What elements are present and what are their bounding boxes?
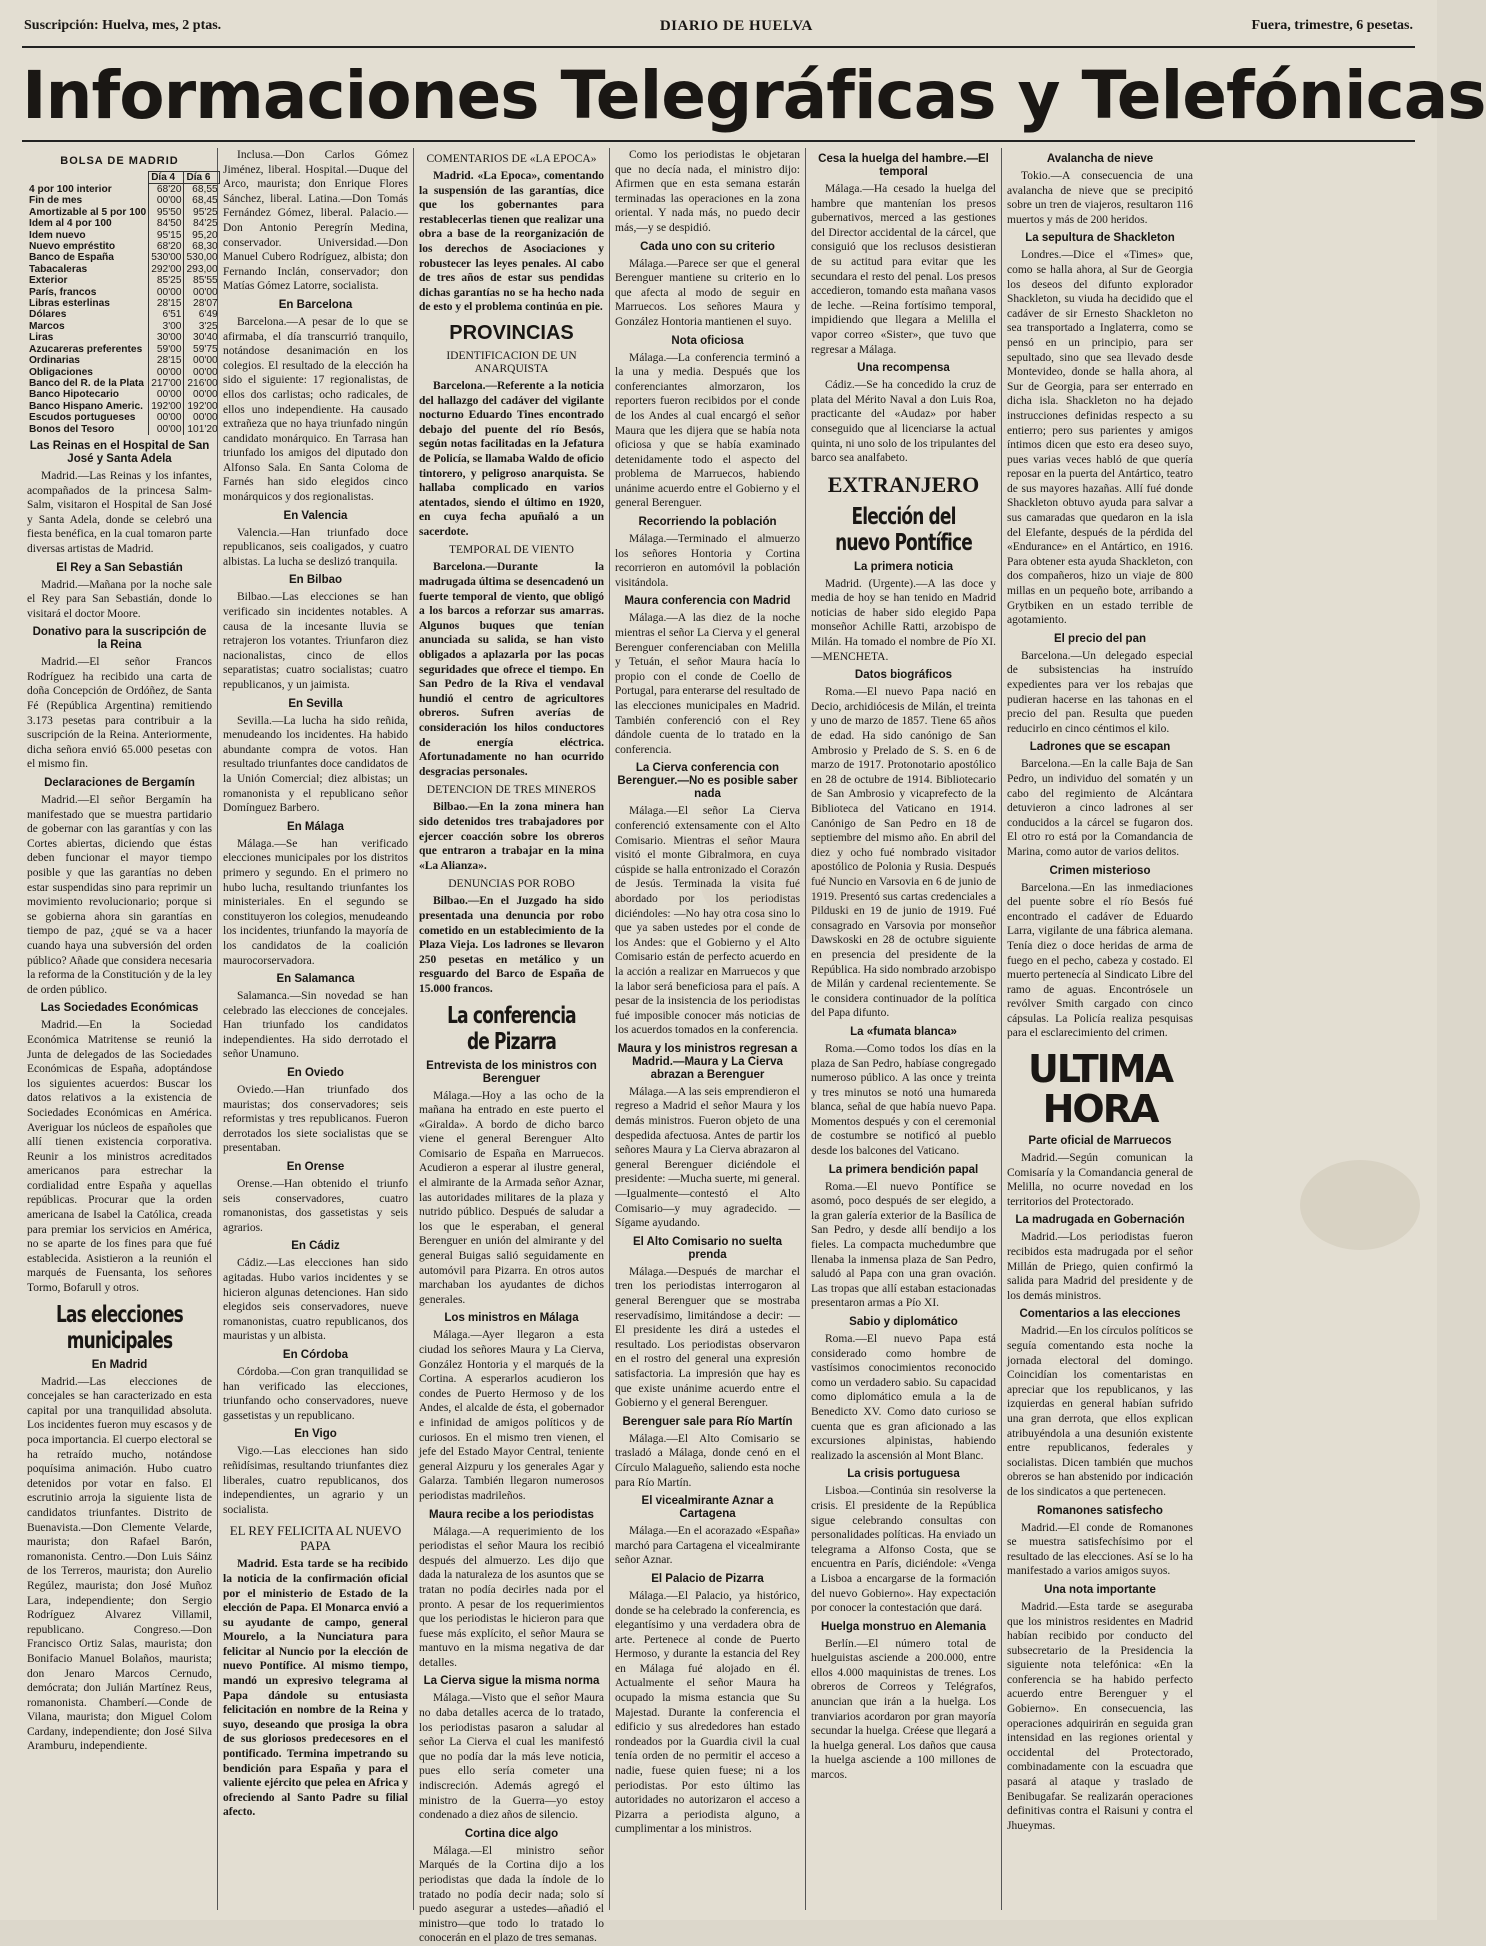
bolsa-value: 00'00 <box>184 412 220 423</box>
headline-donativo: Donativo para la suscripción de la Reina <box>32 626 207 652</box>
article-bilbao: Bilbao.—Las elecciones se han verificado sin incidentes notables. A causa de la incesante lluvia se retrajeron los votantes. Triunfaron diez nacionalistas, cinco de ellos separatistas; cuatro socialistas; cuatro republicanos, y un jaimista. <box>223 591 408 691</box>
article-cortina: Málaga.—El ministro señor Marqués de la Cortina dijo a los periodistas que dada la índole de lo tratado no podía decir nada; solo sí puedo asegurar a ustedes—añadió el ministro—que todo lo tratado lo conocerán en el plazo de tres semanas. <box>419 1844 604 1945</box>
bolsa-value: 59'00 <box>149 344 184 355</box>
article-robo: Bilbao.—En el Juzgado ha sido presentada una denuncia por robo cometido en un establecimiento de la Plaza Vieja. Los ladrones se llevaron 250 pesetas en metálico y un resguardo del Barco de España de 15.000 francos. <box>419 895 604 995</box>
article-bergamin: Madrid.—El señor Bergamín ha manifestado que se muestra partidario de gobernar con las garantías y con las Cortes abiertas, diciendo que éstas deben funcionar el mayor tiempo posible y que las garantías no deben estar suspendidas sino para reprimir un movimiento revolucionario; porque si se gobierna ahora sin garantías en tiempo de paz, ¿qué se va a hacer cuando haya una subversión del orden público? Añade que considera necesaria la reforma de la Constitución y de la ley de orden público. <box>27 794 212 996</box>
article-palacio: Málaga.—El Palacio, ya histórico, donde se ha celebrado la conferencia, es elegantísimo y una verdadera obra de arte. Pertenece al conde de Puerto Hermoso, y durante la estancia del Rey en Málaga fué alojado en él. Actualmente el señor Maura ha ocupado la misma estancia que Su Majestad. Durante la conferencia el edificio y sus alrededores han estado rondeados por la Guardia civil la cual tenía orden de no permitir el acceso a nadie, fuese quien fuese; ni a los periodistas. Por esto último las autoridades no autorizaron el acceso a Pizarra a periodista alguno, a cumplimentar a los ministros. <box>615 1589 800 1836</box>
article-crimen: Barcelona.—En las inmediaciones del puente sobre el río Besós fué encontrado el cadáver de Eduardo Larra, vigilante de una fábrica alemana. Tenía diez o doce heridas de arma de fuego en el pecho, cabeza y costado. El muerto pertenecía al Sindicato Libre del ramo de aguas. Encontrósele un revólver Smith cargado con cinco cápsulas. La Policía realiza pesquisas para el esclarecimiento del crimen. <box>1007 881 1193 1040</box>
bolsa-item: Libras esterlinas <box>29 298 110 310</box>
newspaper-name: DIARIO DE HUELVA <box>659 18 813 34</box>
bolsa-row <box>27 184 220 196</box>
headline-sevilla: En Sevilla <box>288 697 343 710</box>
article-sevilla: Sevilla.—La lucha ha sido reñida, menudeando los incidentes. Ha habido abundante compra de votos. Han resultado triunfantes doce candidatos de la Unión Comercial; diez albistas; un romanonista y el republicano señor Domínguez Barbero. <box>223 714 408 815</box>
headline-oficiosa: Nota oficiosa <box>671 334 744 347</box>
article-columns <box>22 148 1415 1945</box>
bolsa-item: Bonos del Tesoro <box>29 423 115 435</box>
bolsa-row <box>27 355 220 366</box>
masthead-bar <box>24 18 1413 48</box>
headline-valencia: En Valencia <box>283 509 348 522</box>
bolsa-title: BOLSA DE MADRID <box>60 155 179 167</box>
bolsa-value: 68'20 <box>149 184 184 196</box>
subscription-price: Suscripción: Huelva, mes, 2 ptas. <box>24 18 222 33</box>
column-6 <box>1002 148 1198 1910</box>
article-barcelona: Barcelona.—A pesar de lo que se afirmaba, el día transcurrió tranquilo, notándose desanimación en los colegios. El resultado de la elección ha sido el siguiente: 17 regionalistas, de ellos dos carlistas; ocho radicales, de ellos uno independiente. Ha causado extrañeza que no haya triunfado ningún candidato monárquico. En Tarrasa han triunfado los amigos del diputado don Alfonso Sala. En Santa Coloma de Farnés han sido elegidos cinco monárquicos y dos regionalistas. <box>223 315 408 504</box>
headline-bendicion: La primera bendición papal <box>828 1163 979 1176</box>
column-4 <box>610 148 806 1910</box>
article-recompensa: Cádiz.—Se ha concedido la cruz de plata del Mérito Naval a don Luis Roa, practicante del «Audaz» por haber conseguido que al licenciarse la actual quinta, ni uno solo de los tripulantes del barco sea analfabeto. <box>811 379 996 465</box>
bolsa-item: Tabacaleras <box>29 263 88 275</box>
bolsa-item: Exterior <box>29 275 68 287</box>
bolsa-row <box>27 367 220 378</box>
headline-malaga: En Málaga <box>287 820 344 833</box>
bolsa-value: 95'15 <box>149 230 184 241</box>
article-comentarios: Madrid.—En los círculos políticos se seguía comentando esta noche la jornada electoral del domingo. Coincidían los comentaristas en apreciar que los republicanos, y las izquierdas en general habían sufrido una gran derrota, que ellos explican atribuyéndola a una desunión existente entre republicanos, federales y socialistas. Dicen también que muchos obreros se han abstenido por indicación de los sindicatos a que pertenecen. <box>1007 1325 1193 1498</box>
bolsa-item: Escudos portugueses <box>29 412 136 424</box>
article-malaga: Málaga.—Se han verificado elecciones municipales por los distritos primero y segundo. En el primero no hubo lucha, resultando triunfantes los ministeriales. En el segundo se constituyeron los colegios, menudeando los incidentes, triunfando la mayoría de los candidatos de la coalición maurocorservadora. <box>223 837 408 967</box>
headline-pan: El precio del pan <box>1053 632 1147 645</box>
article-regresan: Málaga.—A las seis emprendieron el regreso a Madrid el señor Maura y los demás ministros. Fueron objeto de una despedida afectuosa. Antes de partir los señores Maura y La Cierva abrazaron al general Berenguer diciéndole el presidente: —Mucha suerte, mi general. —Igualmente—contestó el Alto Comisario—y muy agradecido. —Sígame ayudando. <box>615 1085 800 1230</box>
article-alemania: Berlín.—El número total de huelguistas asciende a 200.000, entre ellos 4.000 maquinistas de trenes. Los obreros de Correos y Telégrafos, anuncian que irán a la huelga. Los tranviarios acordaron por gran mayoría secundar la huelga. Créese que llegará a la huelga general. Los daños que causa la huelga asciende a 100 millones de marcos. <box>811 1637 996 1782</box>
article-sociedades: Madrid.—En la Sociedad Económica Matritense se reunió la Junta de delegados de las Sociedades Económicas de España, adoptándose los siguientes acuerdos: Buscar los datos relativos a la existencia de Sociedades Económicas en América. Averiguar los núcleos de españoles que allí tienen existencia corporativa. Reunir a los ministros acreditados americanos para estrechar la cordialidad entre España y aquellas repúblicas. Procurar que la orden americana de Isabel la Católica, creada para premiar los servicios en América, no se aparte de los fines para que fué establecida. Asistieron a la reunión el marqués de Fuensanta, los señores Tormo, Bofarull y otros. <box>27 1019 212 1295</box>
article-pan: Barcelona.—Un delegado especial de subsistencias ha instruído expedientes para ver los rebajas que pudieran hacerse en las tahonas en el precio del pan. Resulta que pueden reducirlo en cinco céntimos el kilo. <box>1007 649 1193 735</box>
headline-regresan: Maura y los ministros regresan a Madrid.—Maura y La Cierva abrazan a Berenguer <box>617 1042 798 1081</box>
bolsa-row <box>27 321 220 332</box>
bolsa-row <box>27 230 220 241</box>
bolsa-item: Nuevo empréstito <box>29 241 116 253</box>
bolsa-row <box>27 298 220 309</box>
column-5 <box>806 148 1002 1910</box>
headline-mineros: DETENCION DE TRES MINEROS <box>426 784 597 797</box>
bolsa-value: 00'00 <box>149 424 184 435</box>
bolsa-row <box>27 195 220 206</box>
headline-provincias: PROVINCIAS <box>449 321 574 344</box>
bolsa-row <box>27 401 220 412</box>
article-salamanca: Salamanca.—Sin novedad se han celebrado las elecciones de concejales. Han triunfado los candidatos independientes. Ha sido derrotado el señor Unamuno. <box>223 990 408 1061</box>
bolsa-item: Idem al 4 por 100 <box>29 218 112 230</box>
headline-anarquista: IDENTIFICACION DE UN ANARQUISTA <box>446 349 577 375</box>
article-periodistas: Málaga.—A requerimiento de los periodistas el señor Maura los recibió después del almuerzo. Les dijo que dada la naturaleza de los asuntos que se tratan no podía decirles nada por el pronto. A pesar de los requerimientos que los periodistas le hicieron para que fuese más explícito, el señor Maura se mantuvo en la misma negativa de dar detalles. <box>419 1525 604 1669</box>
headline-rey-felicita: EL REY FELICITA AL NUEVO PAPA <box>229 1523 402 1554</box>
headline-extranjero: EXTRANJERO <box>827 471 980 497</box>
headline-rule <box>22 140 1415 142</box>
headline-madrugada: La madrugada en Gobernación <box>1015 1214 1185 1227</box>
article-vigo: Vigo.—Las elecciones han sido reñidísimas, resultando triunfantes diez liberales, cuatro republicanos, dos independientes, un agrario y un socialista. <box>223 1445 408 1516</box>
bolsa-item: Dólares <box>29 309 67 321</box>
headline-romanones: Romanones satisfecho <box>1037 1504 1163 1517</box>
article-oficiosa: Málaga.—La conferencia terminó a la una y media. Después que los conferenciantes almorzaron, los reporters fueron recibidos por el conde de los Andes al cual encargó el señor Maura que les dijera que se había nota oficiosa y que se había examinado detenidamente todo el aspecto del problema de Marruecos, habiendo unánime acuerdo entre el Gobierno y el general Berenguer. <box>615 351 800 510</box>
outside-price: Fuera, trimestre, 6 pesetas. <box>1251 18 1413 33</box>
bolsa-item: Fin de mes <box>29 195 83 207</box>
top-rule <box>22 46 1415 48</box>
bolsa-value: 68,45 <box>184 195 220 206</box>
bolsa-row <box>27 287 220 298</box>
bolsa-value: 00'00 <box>184 287 220 298</box>
column-1 <box>22 148 218 1910</box>
bolsa-item: Banco Hispano Americ. <box>29 400 143 412</box>
bolsa-value: 6'49 <box>184 309 220 320</box>
article-primera-noticia: Madrid. (Urgente).—A las doce y media de hoy se han tenido en Madrid noticias de haber sido elegido Papa monseñor Achille Ratti, arzobispo de Milán. Ha tomado el nombre de Pío XI.—MENCHETA. <box>811 577 996 663</box>
bolsa-value: 6'51 <box>149 309 184 320</box>
headline-pizarra: La conferencia de Pizarra <box>447 1002 576 1055</box>
headline-entrevista: Entrevista de los ministros con Berenguer <box>426 1059 597 1085</box>
headline-madrid: En Madrid <box>91 1358 148 1371</box>
bolsa-item: Amortizable al 5 por 100 <box>29 206 147 218</box>
bolsa-value: 216'00 <box>184 378 220 389</box>
headline-pontifice: Elección del nuevo Pontífice <box>835 503 972 556</box>
bolsa-value: 95'25 <box>184 207 220 218</box>
headline-datos: Datos biográficos <box>854 669 953 682</box>
bolsa-header-row <box>27 171 220 183</box>
bolsa-row <box>27 207 220 218</box>
article-reinas: Madrid.—Las Reinas y los infantes, acompañados de la princesa Salm-Salm, visitaron el Hospital de San José y Santa Adela, donde se celebró una fiesta benéfica, en la cual tomaron parte diversas artistas de Madrid. <box>27 469 212 555</box>
bolsa-value: 00'00 <box>149 367 184 378</box>
headline-temporal: TEMPORAL DE VIENTO <box>448 544 574 557</box>
bolsa-row <box>27 344 220 355</box>
bolsa-value: 28'15 <box>149 355 184 366</box>
headline-ladrones: Ladrones que se escapan <box>1029 741 1171 754</box>
article-valencia: Valencia.—Han triunfado doce republicanos, seis coaligados, y cuatro albistas. La lucha se deslizó tranquila. <box>223 526 408 568</box>
headline-reinas: Las Reinas en el Hospital de San José y Santa Adela <box>29 439 210 465</box>
headline-vigo: En Vigo <box>294 1428 337 1441</box>
article-fumata: Roma.—Como todos los días en la plaza de San Pedro, habíase congregado numeroso público. A las once y treinta y tres minutos se notó una humareda blanca, señal de que había nuevo Papa. Momentos después y con el ceremonial de costumbre se notificó al pueblo desde los balcones del Vaticano. <box>811 1042 996 1158</box>
bolsa-value: 00'00 <box>149 287 184 298</box>
article-nota: Madrid.—Esta tarde se aseguraba que los ministros residentes en Madrid habían recibido por conducto del subsecretario de la Presidencia la siguiente nota telefónica: «En la conferencia se ha habido perfecto acuerdo entre Berenguer y el Gobierno». En consecuencia, las operaciones adquirirán en seguida gran intensidad en las regiones oriental y occidental del Protectorado, combinadamente con la escuadra que pasará al ataque y traslado de Benibugafar. Se realizarán operaciones definitivas contra el Raisuni y contra el Jhueymas. <box>1007 1600 1193 1832</box>
bolsa-value: 3'25 <box>184 321 220 332</box>
headline-sociedades: Las Sociedades Económicas <box>40 1002 199 1015</box>
bolsa-item: París, francos <box>29 286 97 298</box>
bolsa-value: 192'00 <box>149 401 184 412</box>
article-oviedo: Oviedo.—Han triunfado dos mauristas; dos conservadores; seis reformistas y tres republicanos. Fueron derrotados los siete socialistas que se presentaban. <box>223 1084 408 1155</box>
headline-bilbao: En Bilbao <box>288 574 343 587</box>
headline-crimen: Crimen misterioso <box>1049 864 1151 877</box>
bolsa-row <box>27 218 220 229</box>
headline-cadiz: En Cádiz <box>291 1240 340 1253</box>
bolsa-item: Liras <box>29 332 54 344</box>
article-rio-martin: Málaga.—El Alto Comisario se trasladó a Málaga, donde cenó en el Círculo Malagueño, saliendo esta noche para Río Martín. <box>615 1432 800 1489</box>
headline-lacierva: La Cierva sigue la misma norma <box>423 1675 600 1688</box>
article-anarquista: Barcelona.—Referente a la noticia del hallazgo del cadáver del vigilante nocturno Eduardo Tines encontrado debajo del puente del río Besós, según notas facilitadas en la Jefatura de Policía, se llamaba Waldo de oficio tintorero, y peligroso anarquista. Se hallaba complicado en varios atentados, siendo el último en 1920, en cuya fecha apuñaló a un sacerdote. <box>419 379 604 538</box>
headline-cordoba: En Córdoba <box>282 1348 349 1361</box>
headline-comentarios: Comentarios a las elecciones <box>1019 1308 1181 1321</box>
headline-palacio: El Palacio de Pizarra <box>651 1572 764 1585</box>
article-criterio: Málaga.—Parece ser que el general Berenguer mantiene su criterio en lo que afecta al modo de seguir en Marruecos. Los señores Maura y González Hontoria mantienen el suyo. <box>615 257 800 328</box>
headline-ministros: Los ministros en Málaga <box>444 1312 579 1325</box>
headline-epoca: COMENTARIOS DE «LA EPOCA» <box>426 153 597 165</box>
headline-rio-martin: Berenguer sale para Río Martín <box>622 1415 793 1428</box>
bolsa-row <box>27 264 220 275</box>
bolsa-value: 00'00 <box>149 195 184 206</box>
article-lacierva: Málaga.—Visto que el señor Maura no daba detalles acerca de lo tratado, los periodistas pasaron a saludar al señor La Cierva el cual les manifestó que no podía dar la más leve noticia, pues ello sería cometer una indiscreción. Además agregó el ministro de la Guerra—yo estoy condenado a diez años de silencio. <box>419 1692 604 1822</box>
article-entrevista: Málaga.—Hoy a las ocho de la mañana ha entrado en este puerto el «Giralda». A bordo de dicho barco viene el general Berenguer Alto Comisario de España en Marruecos. Acudieron a esperar al ilustre general, el almirante de la Armada señor Aznar, las autoridades militares de la plaza y nutrido público. Después de saludar a los que le esperaban, el general Berenguer en unión del almirante y del general Buigas salió seguidamente en automóvil para Pizarra. En otros autos marchaban los ayudantes de dichos generales. <box>419 1089 604 1306</box>
headline-cortina: Cortina dice algo <box>464 1827 559 1840</box>
bolsa-value: 192'00 <box>184 401 220 412</box>
headline-rey-san-sebastian: El Rey a San Sebastián <box>56 561 183 574</box>
headline-periodistas: Maura recibe a los periodistas <box>429 1508 594 1521</box>
article-mineros: Bilbao.—En la zona minera han sido detenidos tres trabajadores por ejercer coacción sobre los obreros que entraron a trabajar en la mina «La Alianza». <box>419 801 604 872</box>
headline-huelga-hambre: Cesa la huelga del hambre.—El temporal <box>818 153 989 178</box>
headline-conferencia-madrid: Maura conferencia con Madrid <box>624 595 791 608</box>
bolsa-value: 95'50 <box>149 207 184 218</box>
bolsa-col-2: Día 6 <box>184 171 220 183</box>
bolsa-row <box>27 275 220 286</box>
bolsa-value: 00'00 <box>184 367 220 378</box>
article-cortina-cont: Como los periodistas le objetaran que no decía nada, el ministro dijo: Afirmen que en esta semana estarán terminadas las operaciones en la zona oriental. Y nada más, no puedo decir más,—y se despidió. <box>615 149 800 234</box>
headline-primera-noticia: La primera noticia <box>853 560 954 573</box>
bolsa-value: 00'00 <box>149 412 184 423</box>
bolsa-item: Banco del R. de la Plata <box>29 377 144 389</box>
bolsa-value: 59'75 <box>184 344 220 355</box>
article-shackleton: Londres.—Dice el «Times» que, como se halla ahora, al Sur de Georgia los deseos del difunto explorador Shackleton, su viuda ha decidido que el cadáver de sir Ernesto Shackleton no sea transportado a Inglaterra, como se pensó en un principio, para ser sepultado, sino que sea llevado desde Montevideo, donde se halla ahora, al Sur de Georgia, para ser enterrado en dicha isla. Shackleton no ha dejado instrucciones definidas respecto a su entierro; pero sus parientes y amigos íntimos dicen que esto era deseo suyo, pues varias veces habló de que quería reposar en la puerta del Antártico, teatro de sus mayores hazañas. Allí fué donde Shackleton obtuvo ayuda para salvar a sus camaradas que quedaron en la isla del Elefante, después de la pérdida del «Endurance» en el Antártico, en 1916. Para obtener esta ayuda Shackleton, con dos compañeros, hizo un viaje de 800 millas en un pequeño bote, arribando a Grytbiken en un estado terrible de agotamiento. <box>1007 249 1193 627</box>
article-aznar: Málaga.—En el acorazado «España» marchó para Cartagena el vicealmirante señor Aznar. <box>615 1525 800 1567</box>
article-cordoba: Córdoba.—Con gran tranquilidad se han verificado las elecciones, triunfando ocho conservadores, nueve gassetistas y un republicano. <box>223 1365 408 1422</box>
bolsa-value: 530'00 <box>149 252 184 263</box>
article-rey-felicita: Madrid. Esta tarde se ha recibido la noticia de la confirmación oficial por el ministerio de Estado de la elección de Papa. El Monarca envió a su ayudante de campo, general Mourelo, a la Nunciatura para felicitar al Nuncio por la elección de nuevo Pontífice. Al mismo tiempo, mandó un expresivo telegrama al Papa dándole su entusiasta felicitación en nombre de la Reina y suyo, deseando que prosiga la obra de sus gloriosos predecesores en el pontificado. Termina impetrando su bendición para España y para el valiente ejército que pelea en Africa y ofreciendo al Santo Padre su filial afecto. <box>223 1558 408 1819</box>
article-avalancha: Tokio.—A consecuencia de una avalancha de nieve que se precipitó sobre un tren de viajeros, resultaron 116 muertos y más de 200 heridos. <box>1007 170 1193 226</box>
article-datos: Roma.—El nuevo Papa nació en Decio, archidiócesis de Milán, el treinta y uno de marzo de 1857. Tiene 65 años de edad. Ha sido canónigo de San Ambrosio y Prelado de S. S. en 6 de marzo de 1917. Protonotario apostólico en 28 de octubre de 1914. Bibliotecario de San Ambrosio y vicaprefecto de la Biblioteca del Vaticano en 1914. Canónigo de San Pedro en 18 de septiembre del mismo año. En abril del diez y ocho fué nombrado visitador apostólico de Polonia y Rusia. Después fué Nuncio en Varsovia en 6 de junio de 1919. Presentó sus cartas credenciales a Pilduski en 19 de junio de 1919. Fué consagrado en Varsovia por monseñor Dawskoski en 28 de octubre siguiente en presencia del presidente de la República. Ha sido nombrado arzobispo de Milán y cardenal recientemente. Se le considera continuador de la política del Papa difunto. <box>811 686 996 1020</box>
bolsa-value: 68'20 <box>149 241 184 252</box>
article-rey-san-sebastian: Madrid.—Mañana por la noche sale el Rey para San Sebastián, donde lo visitará el doctor Moore. <box>27 578 212 620</box>
article-cierva-berenguer: Málaga.—El señor La Cierva conferenció extensamente con el Alto Comisario. Mientras el señor Maura visitó el monte Gibralmora, en cuya cúspide se halla entronizado el Corazón de Jesús. Terminada la visita fué abordado por los periodistas diciéndoles: —No hay otra cosa sino lo que ya saben ustedes por el conde de los Andes: que el Gobierno y el Alto Comisario están de perfecto acuerdo en la acción a realizar en Marruecos y que la labor será beneficiosa para el país. A pesar de la insistencia de los periodistas fué imposible conocer más noticias de los acuerdos tomados en la conferencia. <box>615 805 800 1037</box>
bolsa-value: 530,00 <box>184 252 220 263</box>
headline-orense: En Orense <box>286 1161 345 1174</box>
headline-recompensa: Una recompensa <box>857 362 950 375</box>
bolsa-row <box>27 252 220 263</box>
headline-elecciones: Las elecciones municipales <box>56 1301 183 1354</box>
bolsa-item: Azucareras preferentes <box>29 343 143 355</box>
headline-barcelona: En Barcelona <box>278 298 353 311</box>
bolsa-value: 00'00 <box>184 355 220 366</box>
headline-parte-oficial: Parte oficial de Marruecos <box>1028 1135 1172 1148</box>
bolsa-table <box>27 171 220 435</box>
article-cadiz: Cádiz.—Las elecciones han sido agitadas. Hubo varios incidentes y se hicieron algunas detenciones. Han sido elegidos seis conservadores, nueve romanonistas, cuatro republicanos, dos mauristas y un albista. <box>223 1257 408 1343</box>
bolsa-value: 00'00 <box>184 389 220 400</box>
bolsa-value: 217'00 <box>149 378 184 389</box>
bolsa-value: 84'50 <box>149 218 184 229</box>
bolsa-row <box>27 424 220 435</box>
bolsa-item: Marcos <box>29 320 65 332</box>
article-orense: Orense.—Han obtenido el triunfo seis conservadores, cuatro romanonistas, dos gassetistas y seis agrarios. <box>223 1178 408 1234</box>
bolsa-value: 28'07 <box>184 298 220 309</box>
article-sabio: Roma.—El nuevo Papa está considerado como hombre de vastísimos conocimientos reconocido como un verdadero sabio. Su capacidad como diplomático emula a la de Benedicto XV. Como dato curioso se cuenta que es gran aficionado a las excursiones alpinistas, habiendo realizado la ascensión al Mont Blanc. <box>811 1333 996 1462</box>
bolsa-value: 3'00 <box>149 321 184 332</box>
bolsa-value: 95,20 <box>184 230 220 241</box>
article-recorriendo: Málaga.—Terminado el almuerzo los señores Hontoria y Cortina recorrieron en automóvil la población visitándola. <box>615 533 800 589</box>
page-headline: Informaciones Telegráficas y Telefónicas <box>22 57 1486 134</box>
headline-alemania: Huelga monstruo en Alemania <box>820 1620 987 1633</box>
column-2 <box>218 148 414 1910</box>
article-madrid: Madrid.—Las elecciones de concejales se han caracterizado en esta capital por una tranquilidad absoluta. Los incidentes fueron muy escasos y de poca importancia. El cuerpo electoral se ha retraído mucho, notándose poquísima animación. Hubo cuatro detenidos por votar en falso. El escrutinio arroja la siguiente lista de candidatos triunfantes. Distrito de Buenavista.—Don Clemente Velarde, maurista; don Rafael Barón, romanonista. Centro.—Don Luis Sáinz de los Terreros, maurista; don Aurelio Regúlez, maurista; don José Muñoz Lara, independiente; don Sergio Rodríguez Alvarez Villamil, republicano. Congreso.—Don Francisco Ortiz Salas, maurista; don Bonifacio Manuel Bolaños, maurista; don Jenaro Marcos Cernudo, demócrata; don Julián Martínez Reus, romanonista. Chamberí.—Conde de Vilana, maurista; don Miguel Colom Cardany, independiente; don José Silva Aramburu, independiente. <box>27 1375 212 1753</box>
bolsa-item: 4 por 100 interior <box>29 183 112 195</box>
bolsa-item: Banco Hipotecario <box>29 389 120 401</box>
headline-cierva-berenguer: La Cierva conferencia con Berenguer.—No es posible saber nada <box>617 762 798 801</box>
bolsa-row <box>27 412 220 423</box>
article-temporal: Barcelona.—Durante la madrugada última se desencadenó un fuerte temporal de viento, que obligó a los barcos a reforzar sus amarras. Algunos buques que tenían anunciada su salida, se han visto obligados a aplazarla por las pocas seguridades que ofrece el tiempo. En San Pedro de la Riva el vendaval hundió el centro de agricultores obreros. Sufren averías de consideración los hilos conductores de energía eléctrica. Afortunadamente no han ocurrido desgracias personales. <box>419 561 604 778</box>
bolsa-value: 00'00 <box>149 389 184 400</box>
bolsa-value: 68,30 <box>184 241 220 252</box>
headline-salamanca: En Salamanca <box>276 973 355 986</box>
headline-robo: DENUNCIAS POR ROBO <box>448 878 575 891</box>
headline-crisis: La crisis portuguesa <box>847 1468 960 1481</box>
headline-criterio: Cada uno con su criterio <box>640 240 775 253</box>
bolsa-row <box>27 332 220 343</box>
article-epoca: Madrid. «La Epoca», comentando la suspensión de las garantías, dice que los gobernantes para restablecerlas tienen que realizar una obra a base de la reorganización de los derechos de Asociaciones y robustecer las leyes penales. Al cabo de tres años de estar sus pendidas dichas garantías no se ha hecho nada de esto y el problema continúa en pie. <box>419 170 604 314</box>
article-crisis: Lisboa.—Continúa sin resolverse la crisis. El presidente de la República sigue celebrando consultas con personalidades políticas. Ha enviado un telegrama a Alfonso Costa, que se encuentra en París, diciéndole: «Venga a Lisboa a encargarse de la formación del nuevo Gobierno». Hay expectación por conocer la contestación que dará. <box>811 1485 996 1615</box>
bolsa-item: Idem nuevo <box>29 229 86 241</box>
article-madrugada: Madrid.—Los periodistas fueron recibidos esta madrugada por el señor Millán de Priego, quien confirmó la salida para Madrid del presidente y de los demás ministros. <box>1007 1231 1193 1302</box>
headline-alto-comisario: El Alto Comisario no suelta prenda <box>632 1235 783 1261</box>
headline-aznar: El vicealmirante Aznar a Cartagena <box>641 1495 774 1521</box>
headline-avalancha: Avalancha de nieve <box>1046 153 1154 165</box>
article-romanones: Madrid.—El conde de Romanones se muestra satisfechísimo por el resultado de las elecciones. Así se lo ha manifestado a varios amigos suyos. <box>1007 1521 1193 1578</box>
bolsa-item: Banco de España <box>29 252 114 264</box>
bolsa-row <box>27 389 220 400</box>
article-huelga-hambre: Málaga.—Ha cesado la huelga del hambre que mantenían los presos gubernativos, merced a las gestiones del Director accidental de la cárcel, que consiguió que los reclusos desistieran de su actitud para evitar que les secundara el resto del penal. Los presos accedieron, tomando esta mañana vasos de leche. —Reina fortísimo temporal, impidiendo que llegara a Melilla el vapor correo «Sister», que tuvo que regresar a Málaga. <box>811 183 996 356</box>
bolsa-value: 30'40 <box>184 332 220 343</box>
article-ladrones: Barcelona.—En la calle Baja de San Pedro, un individuo del somatén y un cabo del regimiento de Alcántara detuvieron a cinco ladrones al ser conducidos a la cárcel se fugaron dos. El otro ro está por la Comandancia de Marina, como autor de varios delitos. <box>1007 758 1193 858</box>
headline-ultima-hora: ULTIMA HORA <box>1027 1047 1173 1132</box>
bolsa-value: 101'20 <box>184 424 220 435</box>
bolsa-value: 293,00 <box>184 264 220 275</box>
headline-shackleton: La sepultura de Shackleton <box>1025 232 1175 245</box>
bolsa-value: 85'25 <box>149 275 184 286</box>
headline-sabio: Sabio y diplomático <box>849 1316 958 1328</box>
bolsa-value: 292'00 <box>149 264 184 275</box>
bolsa-value: 30'00 <box>149 332 184 343</box>
headline-fumata: La «fumata blanca» <box>850 1025 957 1038</box>
headline-nota: Una nota importante <box>1044 1583 1156 1596</box>
bolsa-value: 84'25 <box>184 218 220 229</box>
column-3 <box>414 148 610 1945</box>
bolsa-row <box>27 378 220 389</box>
article-bendicion: Roma.—El nuevo Pontífice se asomó, poco después de ser elegido, a la gran galería exterior de la Basílica de San Pedro, y desde allí bendijo a los fieles. La compacta muchedumbre que llenaba la inmensa plaza de San Pedro, saludó al Papa con una gran ovación. Las tropas que allí estaban estacionadas presentaron armas a Pío XI. <box>811 1180 996 1310</box>
article-alto-comisario: Málaga.—Después de marchar el tren los periodistas interrogaron al general Berenguer que se mostraba reservadísimo, limitándose a decir: —El presidente les dirá a ustedes el resultado. Los periodistas observaron en el rostro del general una expresión satisfactoria. La impresión que hay es que existe unánime acuerdo entre el Gobierno y el general Berenguer. <box>615 1265 800 1410</box>
headline-bergamin: Declaraciones de Bergamín <box>44 777 195 790</box>
headline-recorriendo: Recorriendo la población <box>638 516 777 529</box>
article-parte-oficial: Madrid.—Según comunican la Comisaría y la Comandancia general de Melilla, no ocurre novedad en los territorios del Protectorado. <box>1007 1152 1193 1208</box>
headline-oviedo: En Oviedo <box>287 1067 344 1080</box>
article-conferencia-madrid: Málaga.—A las diez de la noche mientras el señor La Cierva y el general Berenguer conferenciaban con Melilla y Tetuán, el señor Maura hacía lo propio con el conde de Coello de Portugal, para enterarse del resultado de las elecciones municipales en Madrid. También conferenció con el Rey dándole cuenta de lo tratado en la conferencia. <box>615 612 800 756</box>
article-donativo: Madrid.—El señor Francos Rodríguez ha recibido una carta de doña Concepción de Ordóñez, de Santa Fé (República Argentina) remitiendo 3.173 pesetas para contribuir a la suscripción de la Reina. Anteriormente, dicha señora envió 65.000 pesetas con el mismo fin. <box>27 656 212 771</box>
bolsa-value: 85'55 <box>184 275 220 286</box>
bolsa-item: Ordinarias <box>29 355 80 367</box>
bolsa-value: 28'15 <box>149 298 184 309</box>
article-madrid-cont: Inclusa.—Don Carlos Gómez Jiménez, liberal. Hospital.—Duque del Arco, maurista; don Enrique Flores Sánchez, liberal. Latina.—Don Tomás Fernández Gómez, liberal. Palacio.—Don Antonio Peregrín Medina, conservador. Universidad.—Don Manuel Cubero Rodríguez, albista; don Fernando Inclán, conservador; don Matías Gómez Latorre, socialista. <box>223 149 408 293</box>
article-ministros: Málaga.—Ayer llegaron a esta ciudad los señores Maura y La Cierva, González Hontoria y el marqués de la Cortina. A esperarlos acudieron los condes de Puerto Hermoso y de los Andes, el alcalde de ésta, el gobernador e infinidad de amigos políticos y de curiosos. En el mismo tren vienen, el jefe del Estado Mayor Central, teniente general Aizpuru y los generales Agar y Galarza. También llegaron numerosos periodistas madrileños. <box>419 1329 604 1502</box>
bolsa-row <box>27 309 220 320</box>
bolsa-item: Obligaciones <box>29 366 93 378</box>
bolsa-col-1: Día 4 <box>149 171 184 183</box>
bolsa-value: 68,55 <box>184 184 220 196</box>
bolsa-row <box>27 241 220 252</box>
